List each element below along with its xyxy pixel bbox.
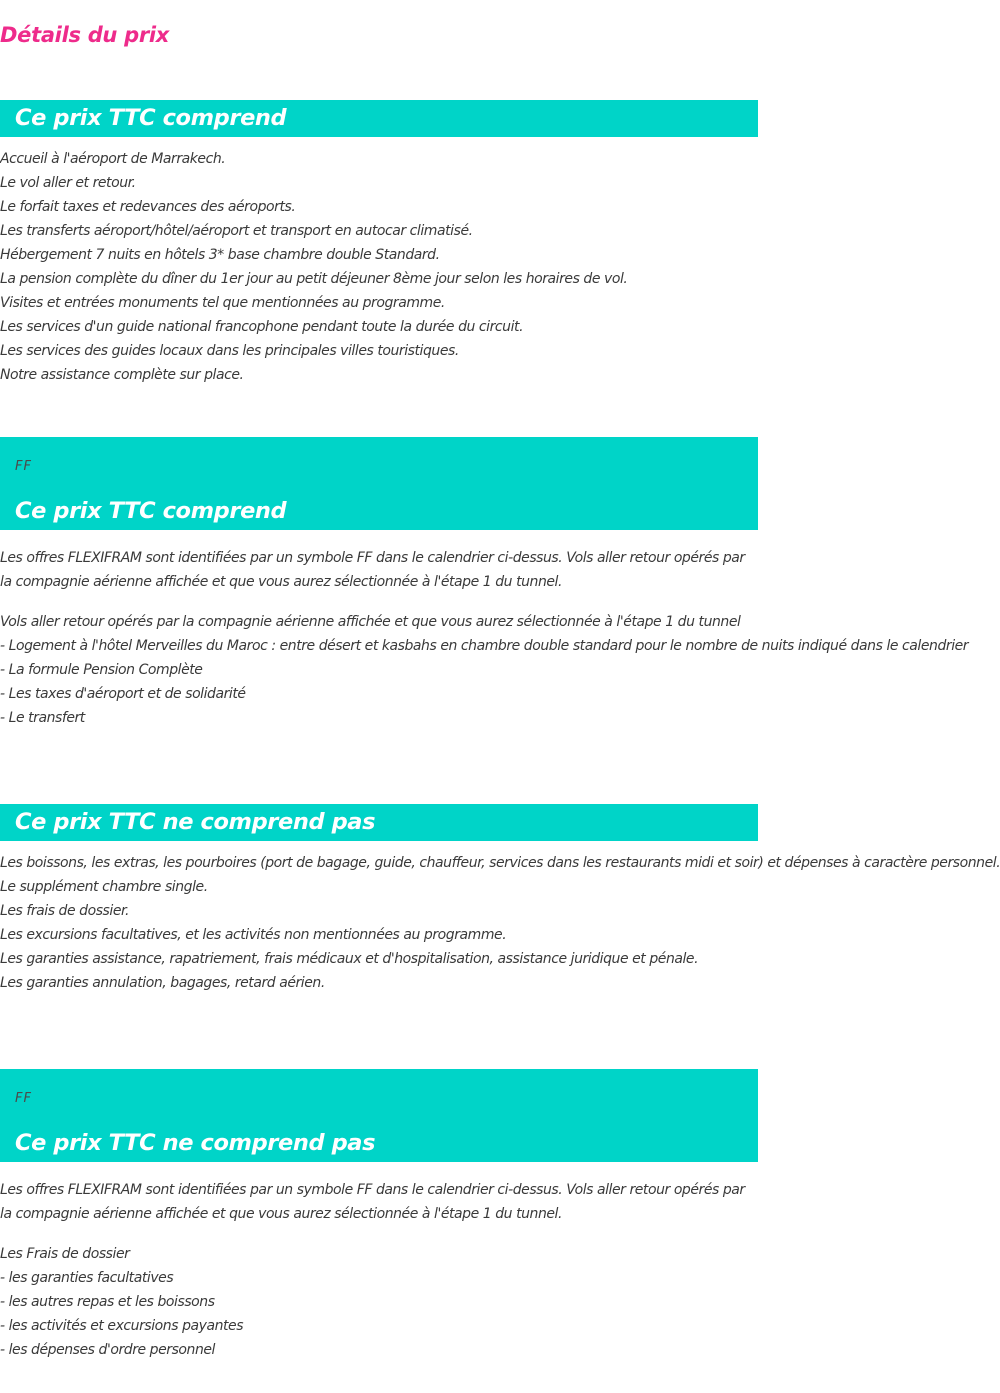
section-title: Ce prix TTC ne comprend pas	[15, 1130, 376, 1156]
list-item: Le vol aller et retour.	[0, 175, 136, 191]
list-item: Les transferts aéroport/hôtel/aéroport et transport en autocar climatisé.	[0, 223, 473, 239]
section-header-includes	[0, 100, 758, 137]
list-item: Les services d'un guide national francophone pendant toute la durée du circuit.	[0, 319, 524, 335]
list-item: - La formule Pension Complète	[0, 662, 203, 678]
ff-intro: Les offres FLEXIFRAM sont identifiées par un symbole FF dans le calendrier ci-dessus. Vols aller retour opérés par la compagnie aérienne affichée et que vous aurez sélectionnée à l'étape 1 du tunnel.	[0, 1182, 745, 1222]
list-item: Le supplément chambre single.	[0, 879, 208, 895]
includes-list	[0, 147, 758, 387]
ff-code: FF	[15, 459, 32, 474]
section-header-excludes	[0, 804, 758, 841]
list-item: Les garanties annulation, bagages, retard aérien.	[0, 975, 325, 991]
section-header-ff-includes	[0, 437, 758, 530]
page-title: Détails du prix	[0, 23, 170, 47]
list-item: - Le transfert	[0, 710, 85, 726]
list-item: - Les taxes d'aéroport et de solidarité	[0, 686, 246, 702]
ff-excludes-list	[0, 1242, 758, 1362]
section-title: Ce prix TTC comprend	[15, 498, 287, 524]
section-title: Ce prix TTC comprend	[15, 105, 287, 131]
section-title: Ce prix TTC ne comprend pas	[15, 809, 376, 835]
list-item: - les dépenses d'ordre personnel	[0, 1342, 216, 1358]
section-header-ff-excludes	[0, 1069, 758, 1162]
ff-intro: Les offres FLEXIFRAM sont identifiées par un symbole FF dans le calendrier ci-dessus. Vols aller retour opérés par la compagnie aérienne affichée et que vous aurez sélectionnée à l'étape 1 du tunnel.	[0, 550, 745, 590]
list-item: La pension complète du dîner du 1er jour au petit déjeuner 8ème jour selon les horaires de vol.	[0, 271, 628, 287]
list-item: Visites et entrées monuments tel que mentionnées au programme.	[0, 295, 445, 311]
list-item: Le forfait taxes et redevances des aéroports.	[0, 199, 296, 215]
excludes-list	[0, 851, 1000, 995]
list-item: - les autres repas et les boissons	[0, 1294, 215, 1310]
list-item: Les frais de dossier.	[0, 903, 130, 919]
list-item: Accueil à l'aéroport de Marrakech.	[0, 151, 226, 167]
list-item: - les activités et excursions payantes	[0, 1318, 244, 1334]
list-item: - Logement à l'hôtel Merveilles du Maroc : entre désert et kasbahs en chambre double standard pour le nombre de nuits indiqué dans le calendrier	[0, 638, 969, 654]
list-item: Vols aller retour opérés par la compagnie aérienne affichée et que vous aurez sélectionnée à l'étape 1 du tunnel	[0, 614, 741, 630]
list-item: Notre assistance complète sur place.	[0, 367, 244, 383]
list-item: Hébergement 7 nuits en hôtels 3* base chambre double Standard.	[0, 247, 440, 263]
list-item: Les services des guides locaux dans les principales villes touristiques.	[0, 343, 459, 359]
ff-code: FF	[15, 1091, 32, 1106]
list-item: Les garanties assistance, rapatriement, frais médicaux et d'hospitalisation, assistance juridique et pénale.	[0, 951, 699, 967]
list-item: Les boissons, les extras, les pourboires (port de bagage, guide, chauffeur, services dans les restaurants midi et soir) et dépenses à caractère personnel.	[0, 855, 1000, 871]
list-item: - les garanties facultatives	[0, 1270, 174, 1286]
list-item: Les Frais de dossier	[0, 1246, 130, 1262]
ff-includes-list	[0, 610, 969, 730]
list-item: Les excursions facultatives, et les activités non mentionnées au programme.	[0, 927, 507, 943]
